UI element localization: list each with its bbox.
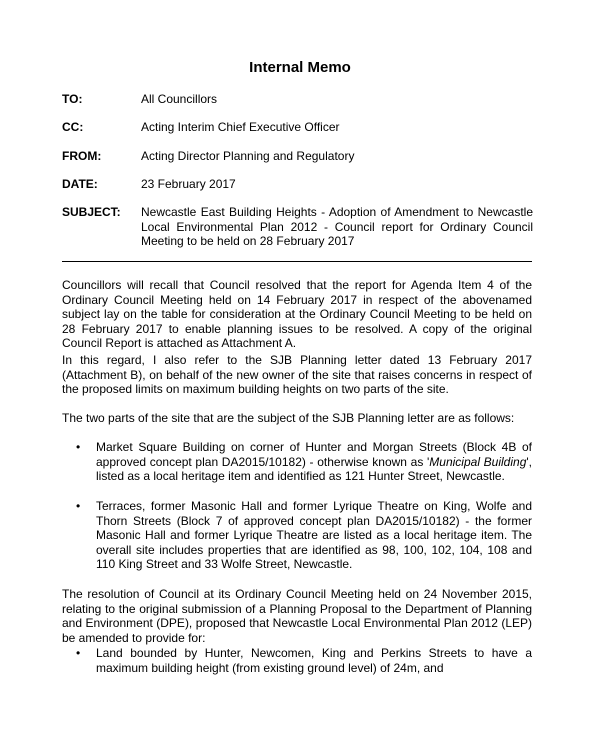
paragraph-two-parts: The two parts of the site that are the subject of the SJB Planning letter are as follows: bbox=[62, 411, 515, 425]
bullet-icon: • bbox=[76, 440, 81, 454]
bullet-land-bounded: Land bounded by Hunter, Newcomen, King and Perkins Streets to have a maximum building height (from existing ground level) of 24m, and bbox=[96, 646, 532, 675]
bullet-terraces: Terraces, former Masonic Hall and former Lyrique Theatre on King, Wolfe and Thorn Streets (Block 7 of approved concept plan DA2015/10182) - the former Masonic Hall and former Lyrique Theatre are listed as a local heritage item. The overall site includes properties that are identified as 98, 100, 102, 104, 108 and 110 King Street and 33 Wolfe Street, Newcastle. bbox=[96, 499, 532, 571]
header-divider bbox=[62, 261, 532, 262]
header-label: CC: bbox=[62, 120, 84, 134]
header-value: Acting Interim Chief Executive Officer bbox=[141, 120, 340, 134]
memo-title: Internal Memo bbox=[249, 59, 351, 76]
header-value: 23 February 2017 bbox=[141, 177, 236, 191]
paragraph-resolution: The resolution of Council at its Ordinary Council Meeting held on 24 November 2015, relating to the original submission of a Planning Proposal to the Department of Planning and Environment (DPE), proposed that Newcastle Local Environmental Plan 2012 (LEP) be amended to provide for: bbox=[62, 587, 532, 645]
header-label: SUBJECT: bbox=[62, 205, 121, 219]
paragraph-sjb-letter: In this regard, I also refer to the SJB Planning letter dated 13 February 2017 (Attachment B), on behalf of the new owner of the site that raises concerns in respect of the proposed limits on maximum building heights on two parts of the site. bbox=[62, 353, 532, 396]
bullet-text: ', listed as a local heritage item and identified as 121 Hunter Street, Newcastle. bbox=[96, 454, 532, 483]
header-value: Newcastle East Building Heights - Adoption of Amendment to Newcastle Local Environmental Plan 2012 - Council report for Ordinary Council Meeting to be held on 28 February 2017 bbox=[141, 205, 533, 248]
bullet-market-square bbox=[96, 440, 532, 484]
header-value: Acting Director Planning and Regulatory bbox=[141, 149, 355, 163]
header-label: DATE: bbox=[62, 177, 98, 191]
header-label: FROM: bbox=[62, 149, 102, 163]
bullet-text-italic: Municipal Building bbox=[429, 454, 527, 469]
bullet-icon: • bbox=[76, 499, 81, 513]
bullet-icon: • bbox=[76, 646, 81, 660]
header-value: All Councillors bbox=[141, 92, 218, 106]
paragraph-recall: Councillors will recall that Council resolved that the report for Agenda Item 4 of the Ordinary Council Meeting held on 14 February 2017 in respect of the abovenamed subject lay on the table for consideration at the Ordinary Council Meeting to be held on 28 February 2017 to enable planning issues to be resolved. A copy of the original Council Report is attached as Attachment A. bbox=[62, 278, 532, 350]
header-label: TO: bbox=[62, 92, 83, 106]
bullet-text: Market Square Building on corner of Hunter and Morgan Streets (Block 4B of approved concept plan DA2015/10182) - otherwise known as ' bbox=[96, 440, 532, 469]
